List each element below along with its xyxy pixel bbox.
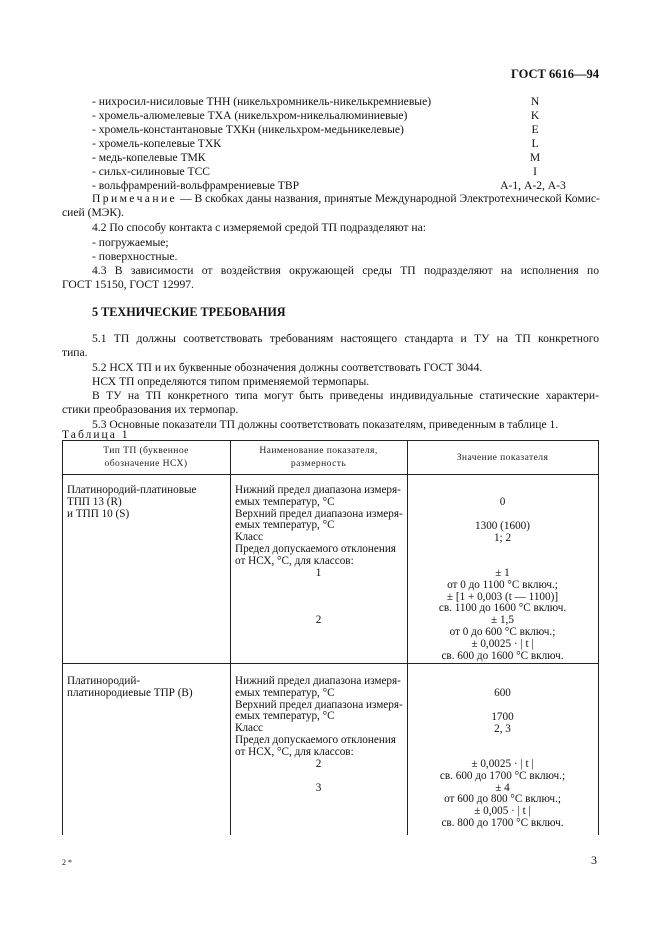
list-item: - погружаемые; — [92, 236, 169, 249]
paragraph-4-3: 4.3 В зависимости от воздействия окружающей среды ТП подразделяют на исполнения по — [92, 264, 599, 277]
param-line: емых температур, °С — [235, 710, 335, 723]
list-item: - нихросил-нисиловые ТНН (никельхромникель-никелькремниевые) — [92, 95, 432, 108]
paragraph-5-1: 5.1 ТП должны соответствовать требованиям настоящего стандарта и ТУ на ТП конкретного — [92, 332, 599, 345]
value-line: ± 1,5 — [491, 614, 514, 627]
header-value: Значение показателя — [456, 452, 549, 463]
list-item: - хромель-копелевые ТХК — [92, 137, 221, 150]
type-line: Платинородий- — [67, 675, 141, 687]
row2-class-2: 2 — [315, 758, 322, 770]
header-line: обозначение НСХ) — [104, 458, 188, 469]
param-line: емых температур, °С — [235, 519, 335, 532]
paragraph-5-2: 5.2 НСХ ТП и их буквенные обозначения должны соответствовать ГОСТ 3044. — [92, 361, 483, 374]
type-code: N — [530, 95, 540, 108]
row2-value: 2, 3 — [494, 723, 511, 735]
row2-type — [67, 676, 193, 700]
value-line: ± 4 — [495, 781, 510, 794]
param-line: Верхний предел диапазона измеря- — [235, 698, 403, 711]
row1-value: 1; 2 — [493, 532, 512, 544]
paragraph-5-2c: В ТУ на ТП конкретного типа могут быть приведены индивидуальные статические характери- — [92, 389, 599, 402]
parameters-table — [62, 440, 599, 835]
type-code: M — [529, 151, 541, 164]
row1-parameters — [235, 485, 403, 568]
value-line: от 0 до 600 °С включ.; — [449, 625, 556, 638]
paragraph-4-3-cont: ГОСТ 15150, ГОСТ 12997. — [62, 278, 194, 291]
row1-class-2: 2 — [315, 614, 322, 626]
type-line: платинородиевые ТПР (В) — [67, 686, 193, 699]
note-label: Примечание — [92, 192, 178, 205]
note-line-2: сией (МЭК). — [62, 206, 124, 219]
paragraph-4-2: 4.2 По способу контакта с измеряемой средой ТП подразделяют на: — [92, 221, 426, 234]
paragraph-5-2c-cont: стики преобразования их термопар. — [62, 403, 239, 416]
header-line: Тип ТП (буквенное — [103, 445, 189, 456]
type-code: I — [533, 165, 537, 178]
type-line: ТПП 13 (R) — [67, 495, 122, 508]
param-line: от НСХ, °С, для классов: — [235, 745, 354, 758]
value-line: ± 0,005 · | t | — [474, 805, 531, 818]
table-header-divider — [62, 474, 599, 475]
row2-parameters — [235, 676, 403, 759]
type-code: L — [531, 137, 539, 150]
value-line: св. 600 до 1700 °С включ.; — [439, 769, 566, 782]
paragraph-5-2b: НСХ ТП определяются типом применяемой термопары. — [92, 375, 370, 388]
type-code: А-1, А-2, А-3 — [500, 179, 566, 192]
table-border-right — [598, 440, 599, 835]
param-line: Верхний предел диапазона измеря- — [235, 507, 403, 520]
section-title: 5 ТЕХНИЧЕСКИЕ ТРЕБОВАНИЯ — [92, 305, 286, 319]
row1-value: 1300 (1600) — [475, 520, 530, 532]
value-line: св. 800 до 1700 °С включ. — [441, 816, 564, 829]
param-line: Предел допускаемого отклонения — [235, 733, 396, 746]
value-line: ± [1 + 0,003 (t — 1100)] — [446, 590, 559, 603]
param-line: емых температур, °С — [235, 495, 335, 508]
value-line: ± 1 — [495, 567, 510, 579]
value-line: св. 600 до 1600 °С включ. — [441, 649, 564, 662]
header-type — [62, 444, 230, 470]
sheet-mark: 2 * — [62, 858, 72, 867]
table-col-divider — [230, 440, 231, 835]
type-line: Платинородий-платиновые — [67, 484, 197, 496]
value-line: от 0 до 1100 °С включ.; — [447, 578, 558, 591]
param-line: Класс — [235, 531, 263, 544]
row1-value — [407, 568, 598, 662]
header-parameter — [230, 444, 407, 470]
row1-type — [67, 485, 197, 520]
note-line — [92, 192, 600, 205]
list-item: - поверхностные. — [92, 250, 178, 263]
table-border-left — [62, 440, 63, 835]
list-item: - медь-копелевые ТМК — [92, 151, 206, 164]
header-line: размерность — [290, 458, 347, 469]
value-line: св. 1100 до 1600 °С включ. — [438, 602, 567, 615]
table-row-divider — [62, 663, 599, 664]
type-line: и ТПП 10 (S) — [67, 507, 130, 520]
list-item: - хромель-алюмелевые ТХА (никельхром-никельалюминиевые) — [92, 109, 408, 122]
value-line: ± 0,0025 · | t | — [471, 637, 534, 650]
list-item: - хромель-константановые ТХКн (никельхром-медьникелевые) — [92, 123, 404, 136]
type-code: E — [531, 123, 539, 136]
list-item: - вольфрамрений-вольфрамрениевые ТВР — [92, 179, 300, 192]
param-line: Класс — [235, 722, 263, 735]
row2-value: 1700 — [491, 711, 514, 723]
paragraph-5-3: 5.3 Основные показатели ТП должны соответствовать показателям, приведенным в таблице 1. — [92, 418, 559, 431]
row2-value — [407, 759, 598, 830]
value-line: ± 0,0025 · | t | — [471, 758, 534, 770]
row2-value: 600 — [494, 687, 511, 699]
param-line: от НСХ, °С, для классов: — [235, 554, 354, 567]
row1-value: 0 — [499, 496, 506, 508]
list-item: - сильх-силиновые ТСС — [92, 165, 211, 178]
row2-class-3: 3 — [315, 782, 322, 794]
value-line: от 600 до 800 °С включ.; — [444, 793, 561, 806]
standard-header: ГОСТ 6616—94 — [510, 67, 599, 81]
note-text: — В скобках даны названия, принятые Международной Электротехнической Комис- — [177, 192, 600, 205]
row1-class-1: 1 — [315, 567, 322, 579]
param-line: Нижний предел диапазона измеря- — [235, 675, 401, 687]
table-border-top — [62, 440, 599, 441]
param-line: Предел допускаемого отклонения — [235, 542, 396, 555]
type-code: K — [530, 109, 540, 122]
header-line: Наименование показателя, — [259, 445, 378, 456]
paragraph-5-1-cont: типа. — [62, 346, 88, 359]
table-caption-text: Таблица 1 — [62, 428, 130, 441]
param-line: емых температур, °С — [235, 686, 335, 699]
param-line: Нижний предел диапазона измеря- — [235, 484, 401, 496]
page-number: 3 — [591, 853, 597, 867]
